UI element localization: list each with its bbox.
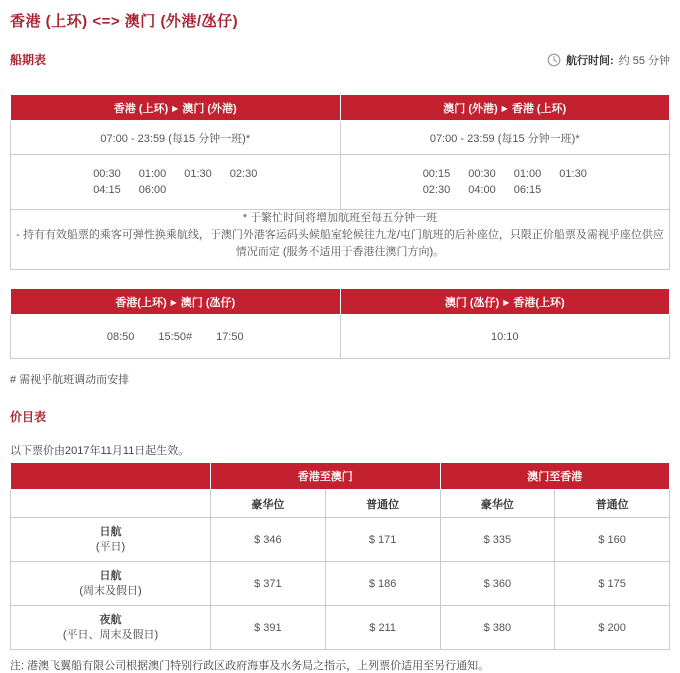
class-header-deluxe: 豪华位 <box>211 490 326 518</box>
route-header-macau-outer-to-hk <box>340 95 670 121</box>
footnote-line-1: * 于繁忙时间将增加航班至每五分钟一班 <box>242 212 438 224</box>
route-from: 香港 (上环) <box>113 102 169 115</box>
direction-header-macau-to-hk: 澳门至香港 <box>440 463 670 490</box>
departure-time: 01:30 <box>184 168 212 180</box>
schedule-table-taipa <box>10 288 670 359</box>
arrow-right-icon: ▶ <box>501 103 508 113</box>
schedule-table-footnote <box>11 210 670 270</box>
departure-time: 10:10 <box>490 330 519 343</box>
fare-price: $ 211 <box>325 606 440 650</box>
departure-time: 00:30 <box>93 168 121 180</box>
departure-time: 01:00 <box>138 168 167 180</box>
fares-section-title: 价目表 <box>10 410 47 424</box>
departure-time: 02:30 <box>229 168 258 180</box>
fare-price: $ 171 <box>325 518 440 562</box>
night-times-macau-to-hk <box>340 155 670 210</box>
fare-day-type: (平日) <box>95 540 126 553</box>
fares-bottom-note: 注: 港澳飞翼船有限公司根据澳门特别行政区政府海事及水务局之指示，上列票价适用至另行通知。 <box>10 660 490 672</box>
frequency-macau-to-hk: 07:00 - 23:59 (每15 分钟一班)* <box>340 121 670 155</box>
sailing-time <box>547 52 670 68</box>
fare-price: $ 346 <box>211 518 326 562</box>
direction-header-hk-to-macau: 香港至澳门 <box>211 463 441 490</box>
departure-time: 01:30 <box>559 168 587 180</box>
fare-type: 日航 <box>99 569 122 582</box>
route-to: 澳门 (外港) <box>182 102 237 115</box>
fare-day-type: (周末及假日) <box>79 584 142 597</box>
route-from: 香港(上环) <box>115 296 167 309</box>
route-from: 澳门 (氹仔) <box>444 296 500 309</box>
class-header-deluxe: 豪华位 <box>440 490 555 518</box>
sailing-time-value: 约 55 分钟 <box>618 54 670 67</box>
route-header-macau-taipa-to-hk <box>340 289 670 315</box>
departure-time: 17:50 <box>216 330 244 343</box>
clock-icon <box>547 53 561 67</box>
fare-row-night <box>11 606 670 650</box>
frequency-hk-to-macau: 07:00 - 23:59 (每15 分钟一班)* <box>11 121 341 155</box>
arrow-right-icon: ▶ <box>503 297 510 307</box>
fare-price: $ 186 <box>325 562 440 606</box>
schedule-table-outer-harbour <box>10 94 670 270</box>
fare-price: $ 380 <box>440 606 555 650</box>
route-to: 香港 (上环) <box>511 102 567 115</box>
fare-price: $ 371 <box>211 562 326 606</box>
fares-header-spacer <box>11 463 211 490</box>
route-header-hk-to-macau-outer <box>11 95 341 121</box>
departure-time: 15:50# <box>158 330 193 343</box>
departure-time: 08:50 <box>106 330 135 343</box>
fares-effective-note: 以下票价由2017年11月11日起生效。 <box>10 445 190 457</box>
arrow-right-icon: ▶ <box>172 103 179 113</box>
footnote-line-2: - 持有有效船票的乘客可弹性换乘航线，于澳门外港客运码头候船室轮候往九龙/屯门航班的后补座位，只限正价船票及需视乎座位供应情况而定 (服务不适用于香港往澳门方向)。 <box>16 229 664 258</box>
fare-type: 夜航 <box>99 613 122 626</box>
departure-time: 02:30 <box>422 184 451 196</box>
fare-price: $ 175 <box>555 562 670 606</box>
departure-time: 04:00 <box>468 184 496 196</box>
class-header-economy: 普通位 <box>555 490 670 518</box>
fare-price: $ 360 <box>440 562 555 606</box>
fare-price: $ 160 <box>555 518 670 562</box>
departure-time: 00:15 <box>422 168 451 180</box>
night-times-hk-to-macau <box>11 155 341 210</box>
schedule-section-title: 船期表 <box>10 53 47 67</box>
fare-price: $ 391 <box>211 606 326 650</box>
taipa-times-macau-to-hk <box>340 315 670 359</box>
class-header-economy: 普通位 <box>325 490 440 518</box>
route-to: 香港(上环) <box>513 296 565 309</box>
page-title: 香港 (上环) <=> 澳门 (外港/氹仔) <box>10 13 239 30</box>
departure-time: 00:30 <box>468 168 496 180</box>
departure-time: 04:15 <box>93 184 121 196</box>
route-header-hk-to-macau-taipa <box>11 289 341 315</box>
arrow-right-icon: ▶ <box>170 297 177 307</box>
sailing-time-label: 航行时间: <box>565 54 614 67</box>
route-from: 澳门 (外港) <box>443 102 498 115</box>
route-to: 澳门 (氹仔) <box>180 296 236 309</box>
taipa-times-hk-to-macau <box>11 315 341 359</box>
schedule-section-header <box>10 51 670 68</box>
departure-time: 06:00 <box>138 184 167 196</box>
fare-price: $ 335 <box>440 518 555 562</box>
fare-row-day-weekday <box>11 518 670 562</box>
fare-row-label <box>11 518 211 562</box>
class-header-spacer <box>11 490 211 518</box>
fare-row-label <box>11 562 211 606</box>
fare-row-label <box>11 606 211 650</box>
departure-time: 01:00 <box>513 168 542 180</box>
fares-table <box>10 462 670 650</box>
fare-day-type: (平日、周末及假日) <box>62 628 159 641</box>
fare-type: 日航 <box>99 525 122 538</box>
taipa-footnote: # 需视乎航班调动而安排 <box>10 374 130 386</box>
departure-time: 06:15 <box>513 184 542 196</box>
fare-row-day-weekend <box>11 562 670 606</box>
fare-price: $ 200 <box>555 606 670 650</box>
